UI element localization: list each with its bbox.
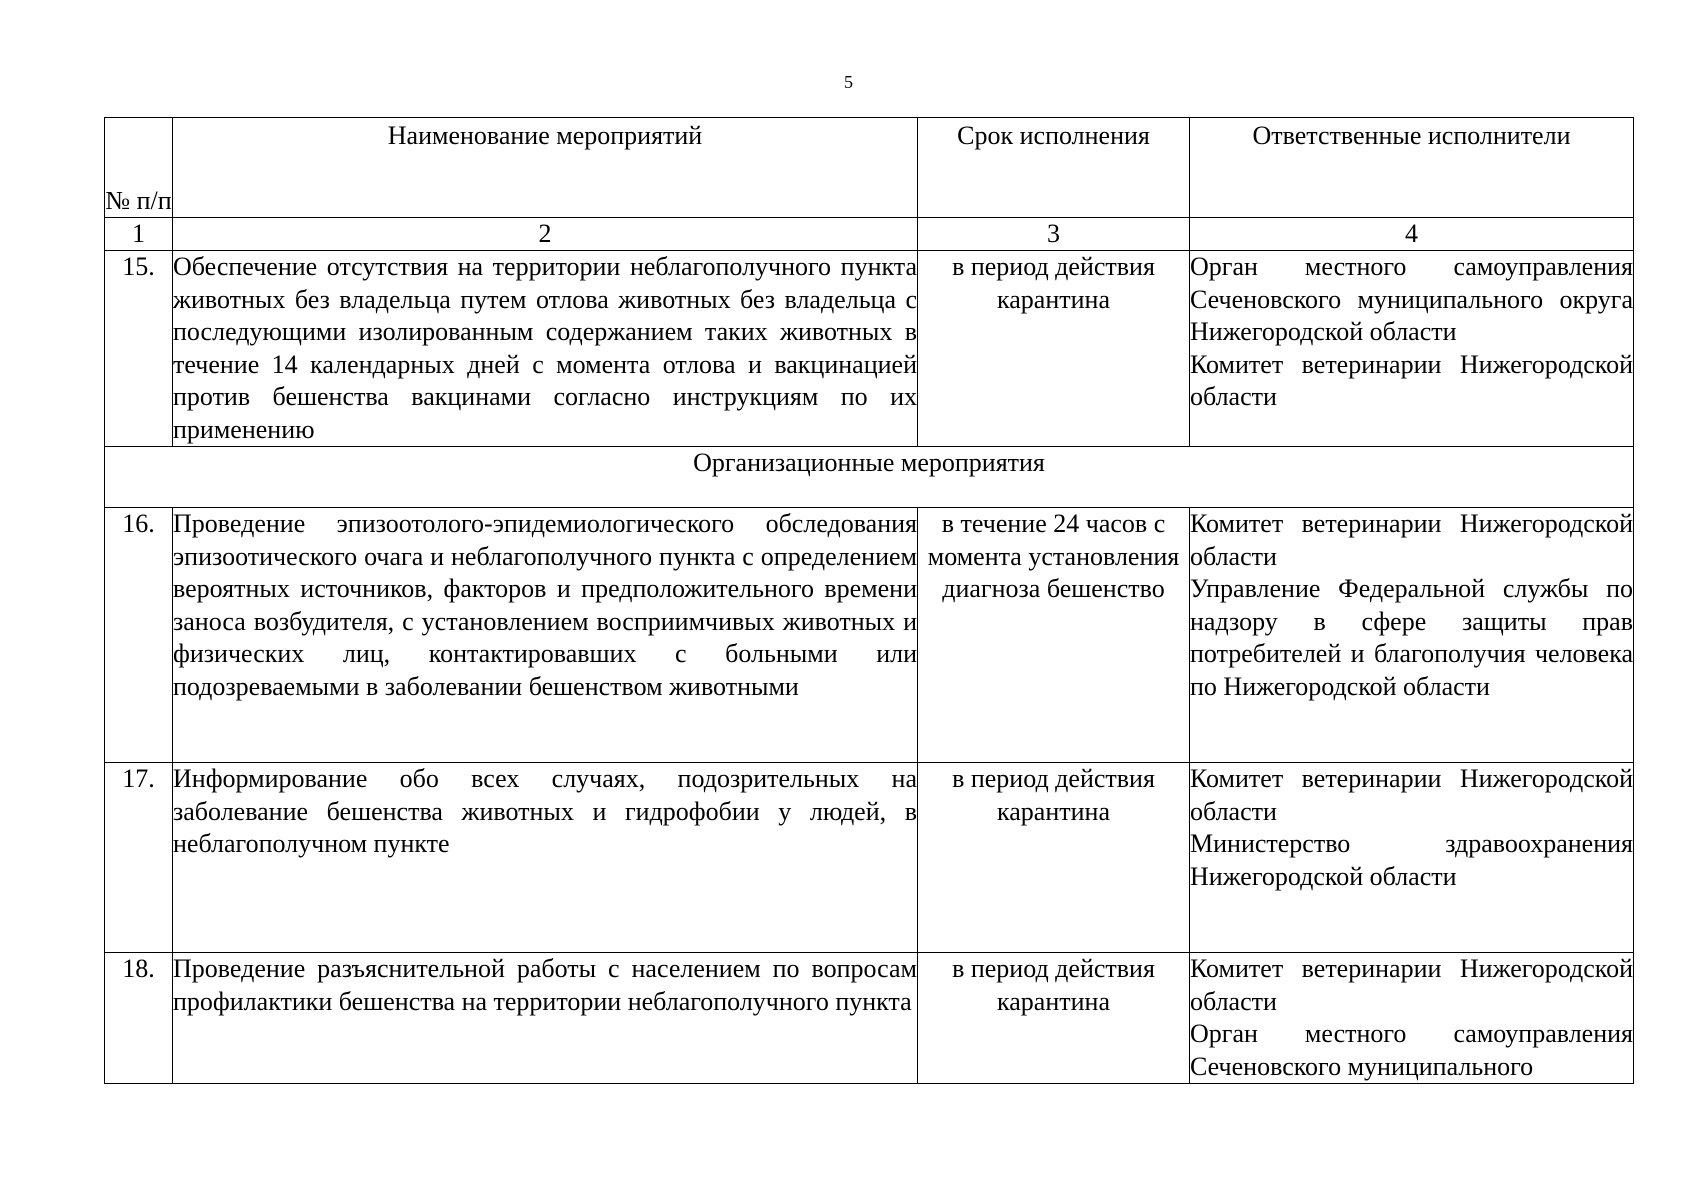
execution-term: в течение 24 часов с момента установления диагноза бешенство — [918, 508, 1190, 763]
section-title: Организационные мероприятия — [105, 447, 1634, 508]
row-number: 17. — [105, 763, 173, 953]
table-row — [105, 251, 1634, 447]
responsible-item: Комитет ветеринарии Нижегородской области — [1190, 509, 1633, 571]
execution-term: в период действия карантина — [918, 251, 1190, 447]
column-index: 4 — [1190, 218, 1634, 251]
header-term: Срок исполнения — [918, 118, 1190, 218]
responsible-item: Комитет ветеринарии Нижегородской области — [1190, 349, 1633, 411]
responsible-item: Комитет ветеринарии Нижегородской области — [1190, 764, 1633, 826]
table-row — [105, 508, 1634, 763]
responsible-executors — [1190, 508, 1634, 763]
row-number: 18. — [105, 953, 173, 1084]
responsible-executors — [1190, 251, 1634, 447]
column-index: 1 — [105, 218, 173, 251]
measure-description: Информирование обо всех случаях, подозрительных на заболевание бешенства животных и гидрофобии у людей, в неблагополучном пункте — [173, 763, 918, 953]
column-index: 2 — [173, 218, 918, 251]
table-header-row — [105, 118, 1634, 218]
table-row — [105, 953, 1634, 1084]
responsible-item: Орган местного самоуправления Сеченовского муниципального округа Нижегородской области — [1190, 252, 1633, 346]
execution-term: в период действия карантина — [918, 953, 1190, 1084]
table-row — [105, 763, 1634, 953]
row-number: 15. — [105, 251, 173, 447]
responsible-item: Министерство здравоохранения Нижегородской области — [1190, 829, 1633, 891]
responsible-item: Комитет ветеринарии Нижегородской области — [1190, 954, 1633, 1016]
responsible-item: Орган местного самоуправления Сеченовского муниципального — [1190, 1019, 1633, 1081]
header-name: Наименование мероприятий — [173, 118, 918, 218]
responsible-executors — [1190, 763, 1634, 953]
measure-description: Проведение эпизоотолого-эпидемиологического обследования эпизоотического очага и неблагополучного пункта с определением вероятных источников, факторов и предположительного времени заноса возбудителя, с установлением восприимчивых животных и физических лиц, контактировавших с больными или подозреваемыми в заболевании бешенством животными — [173, 508, 918, 763]
measures-table — [104, 117, 1634, 1084]
column-index-row — [105, 218, 1634, 251]
responsible-item: Управление Федеральной службы по надзору в сфере защиты прав потребителей и благополучия человека по Нижегородской области — [1190, 574, 1633, 701]
page-number: 5 — [844, 72, 853, 92]
row-number: 16. — [105, 508, 173, 763]
execution-term: в период действия карантина — [918, 763, 1190, 953]
responsible-executors — [1190, 953, 1634, 1084]
measure-description: Обеспечение отсутствия на территории неблагополучного пункта животных без владельца путем отлова животных без владельца с последующими изолированным содержанием таких животных в течение 14 календарных дней с момента отлова и вакцинацией против бешенства вакцинами согласно инструкциям по их применению — [173, 251, 918, 447]
header-responsible: Ответственные исполнители — [1190, 118, 1634, 218]
section-row — [105, 447, 1634, 508]
measure-description: Проведение разъяснительной работы с населением по вопросам профилактики бешенства на территории неблагополучного пункта — [173, 953, 918, 1084]
column-index: 3 — [918, 218, 1190, 251]
header-num: № п/п — [105, 118, 173, 218]
